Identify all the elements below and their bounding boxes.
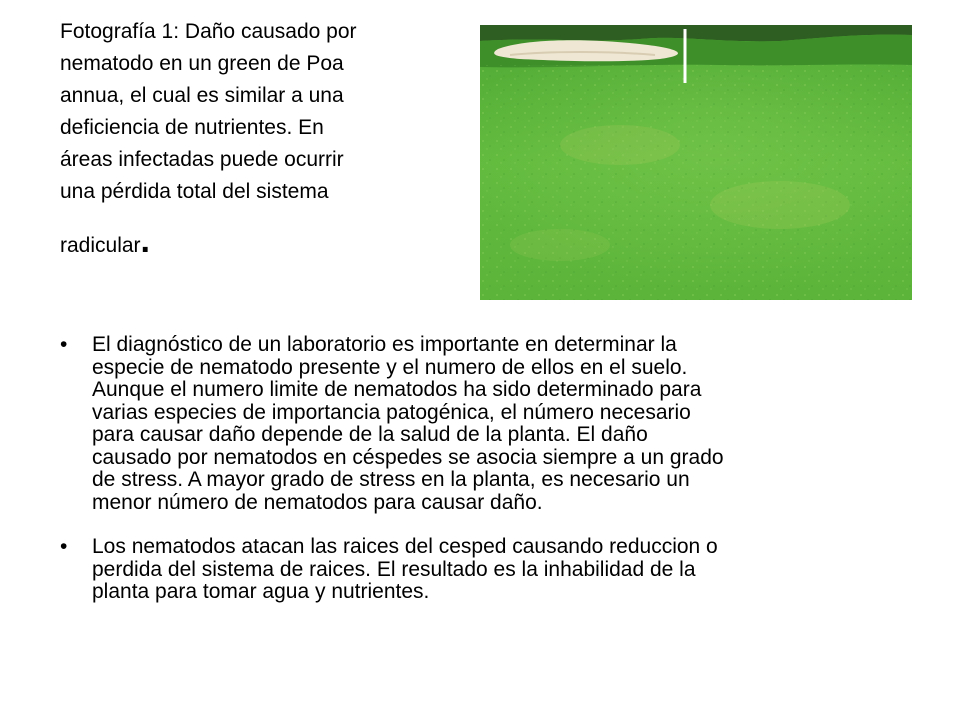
bullet-text	[92, 334, 920, 514]
bullet-icon: •	[60, 333, 68, 356]
grass-texture	[480, 65, 912, 300]
yellow-patch	[710, 181, 850, 229]
caption-line: nematodo en un green de Poa	[60, 52, 344, 75]
caption-last-line	[60, 222, 460, 262]
bullet-icon: •	[60, 535, 68, 558]
bullet-item	[60, 334, 920, 514]
yellow-patch	[560, 125, 680, 165]
bullet-line: El diagnóstico de un laboratorio es importante en determinar la	[92, 333, 677, 356]
bullet-line: menor número de nematodos para causar daño.	[92, 490, 543, 514]
golf-green-image	[480, 25, 912, 300]
caption-line: una pérdida total del sistema	[60, 180, 329, 203]
bullet-list	[60, 334, 920, 604]
bullet-item	[60, 536, 920, 604]
bullet-line: perdida del sistema de raices. El resultado es la inhabilidad de la	[92, 557, 696, 581]
golf-green-photo	[480, 25, 912, 300]
bullet-line: Aunque el numero limite de nematodos ha sido determinado para	[92, 378, 702, 401]
caption-last-word: radicular	[60, 234, 141, 257]
caption-line: áreas infectadas puede ocurrir	[60, 148, 344, 171]
yellow-patch	[510, 229, 610, 261]
bullet-line: Los nematodos atacan las raices del cesped causando reduccion o	[92, 535, 718, 558]
bullet-text	[92, 536, 920, 604]
photo-caption	[60, 16, 460, 262]
caption-line: deficiencia de nutrientes. En	[60, 116, 324, 139]
caption-line: Fotografía 1: Daño causado por	[60, 20, 357, 43]
bullet-line: planta para tomar agua y nutrientes.	[92, 580, 430, 603]
bullet-line: de stress. A mayor grado de stress en la planta, es necesario un	[92, 468, 690, 491]
bullet-line: para causar daño depende de la salud de la planta. El daño	[92, 423, 648, 446]
bullet-line: causado por nematodos en céspedes se asocia siempre a un grado	[92, 445, 724, 469]
caption-line: annua, el cual es similar a una	[60, 84, 344, 107]
bullet-line: varias especies de importancia patogénica, el número necesario	[92, 400, 691, 424]
bullet-line: especie de nematodo presente y el numero de ellos en el suelo.	[92, 355, 688, 379]
caption-period: .	[140, 222, 150, 260]
